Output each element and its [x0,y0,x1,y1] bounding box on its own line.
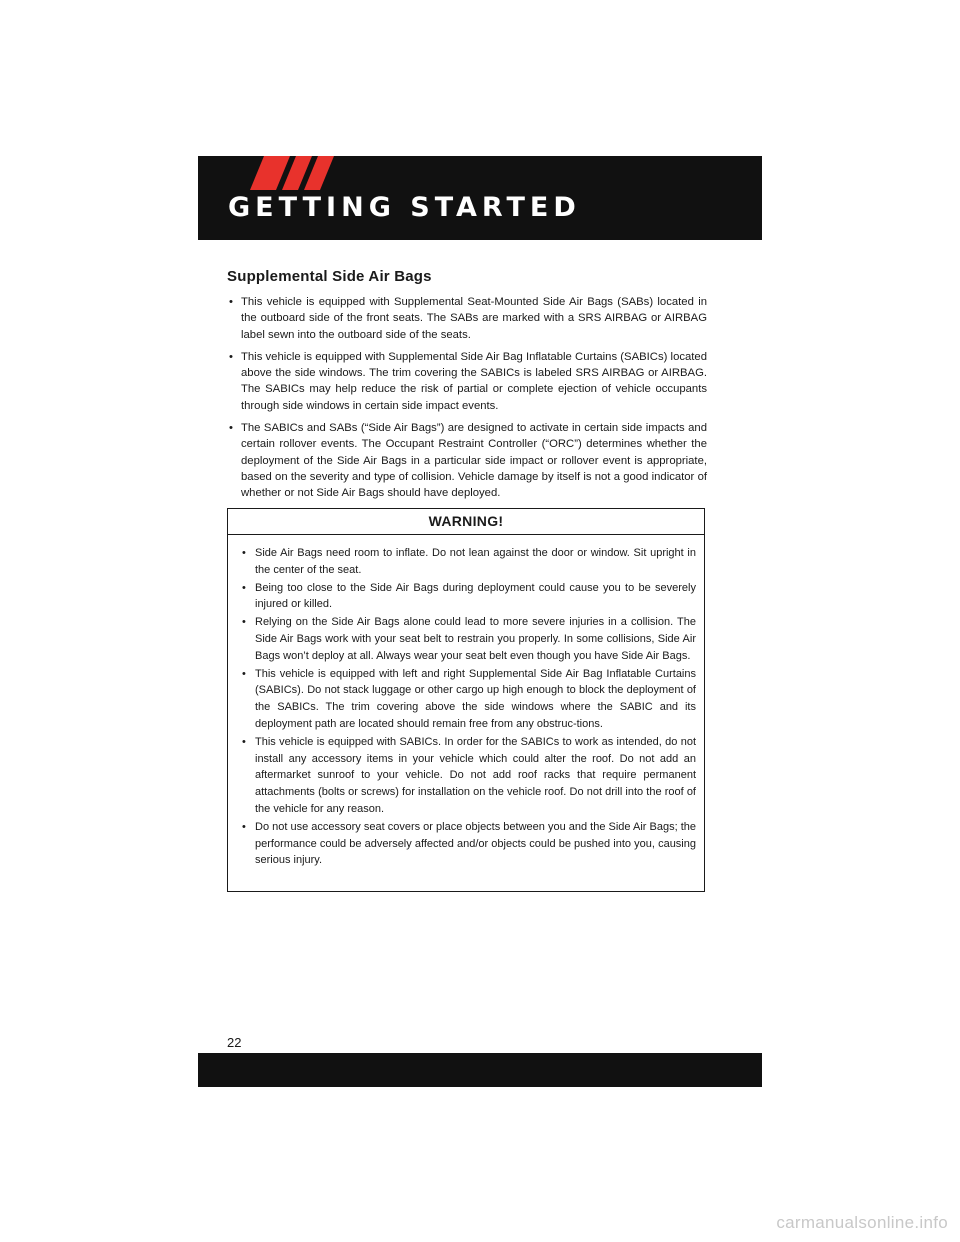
footer-bar [198,1053,762,1087]
section-bullet-list [227,294,707,502]
bullet-item: • This vehicle is equipped with Supplemental Seat-Mounted Side Air Bags (SABs) located in the outboard side of the front seats. The SABs are marked with a SRS AIRBAG or AIRBAG label sewn into the outboard side of the seats. [227,294,707,343]
warning-item: • Relying on the Side Air Bags alone could lead to more severe injuries in a collision. The Side Air Bags work with your seat belt to restrain you properly. In some collisions, Side Air Bags won’t deploy at all. Always wear your seat belt even though you have Side Air Bags. [240,614,696,664]
section-title: Supplemental Side Air Bags [227,268,432,285]
warning-item: • Being too close to the Side Air Bags during deployment could cause you to be severely injured or killed. [240,580,696,614]
bullet-item: • This vehicle is equipped with Supplemental Side Air Bag Inflatable Curtains (SABICs) located above the side windows. The trim covering the SABICs is labeled SRS AIRBAG or AIRBAG. The SABICs may help reduce the risk of partial or complete ejection of vehicle occupants through side windows in certain side impact events. [227,349,707,414]
main-content [227,268,707,508]
warning-item: • Side Air Bags need room to inflate. Do not lean against the door or window. Sit upright in the center of the seat. [240,545,696,579]
warning-list [228,535,704,869]
page-number: 22 [227,1035,242,1050]
warning-title: WARNING! [228,509,704,535]
watermark: carmanualsonline.info [776,1213,948,1232]
header-bar [198,156,762,240]
warning-item: • Do not use accessory seat covers or place objects between you and the Side Air Bags; the performance could be adversely affected and/or objects could be pushed into you, causing serious injury. [240,819,696,869]
warning-item: • This vehicle is equipped with SABICs. In order for the SABICs to work as intended, do not install any accessory items in your vehicle which could alter the roof. Do not add an aftermarket sunroof to your vehicle. Do not add roof racks that require permanent attachments (bolts or screws) for installation on the vehicle roof. Do not drill into the roof of the vehicle for any reason. [240,734,696,818]
brand-stripes-icon [250,156,340,190]
bullet-item: • The SABICs and SABs (“Side Air Bags”) are designed to activate in certain side impacts and certain rollover events. The Occupant Restraint Controller (“ORC”) determines whether the deployment of the Side Air Bags in a particular side impact or rollover event is appropriate, based on the severity and type of collision. Vehicle damage by itself is not a good indicator of whether or not Side Air Bags should have deployed. [227,420,707,501]
warning-item: • This vehicle is equipped with left and right Supplemental Side Air Bag Inflatable Curtains (SABICs). Do not stack luggage or other cargo up high enough to block the deployment of the SABICs. The trim covering above the side windows where the SABIC and its deployment path are located should remain free from any obstruc-tions. [240,666,696,733]
warning-box [227,508,705,892]
chapter-title: GETTING STARTED [228,192,581,223]
